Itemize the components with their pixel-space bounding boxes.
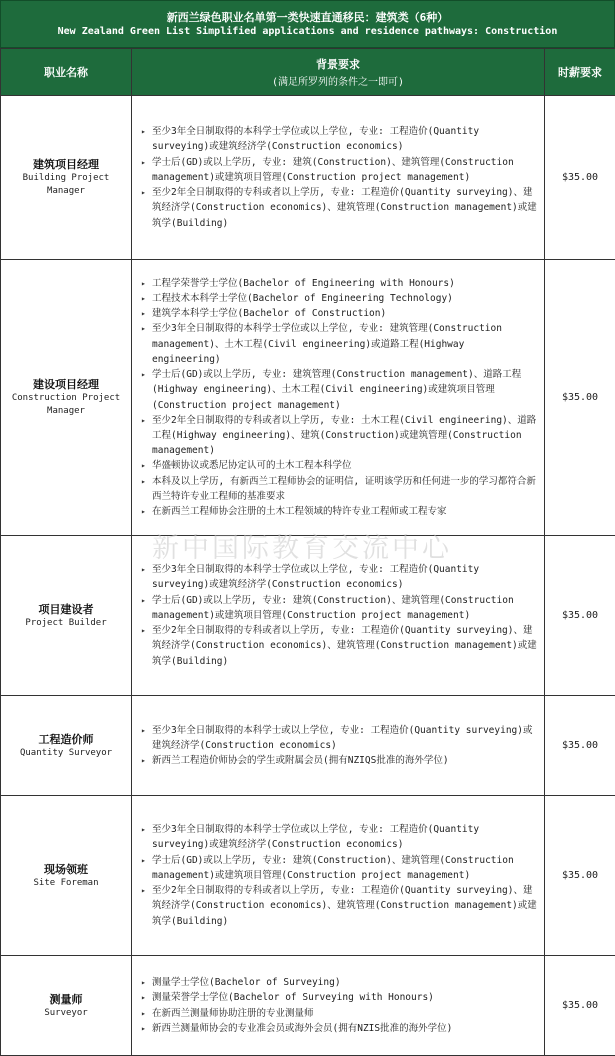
salary-cell: $35.00 (545, 536, 615, 696)
requirement-item: ▸ 学士后(GD)或以上学历, 专业: 建筑(Construction)、建筑管理(Construction management)或建筑项目管理(Construction project management) (152, 593, 538, 623)
occupation-name-zh: 测量师 (49, 992, 83, 1006)
requirement-list (152, 822, 538, 928)
requirement-item: ▸ 在新西兰测量师协助注册的专业测量师 (152, 1006, 538, 1021)
title-english: New Zealand Green List Simplified applications and residence pathways: Construction (57, 25, 558, 37)
requirement-item: ▸ 工程学荣誉学士学位(Bachelor of Engineering with Honours) (152, 276, 538, 291)
requirement-item: ▸ 工程技术本科学士学位(Bachelor of Engineering Technology) (152, 291, 538, 306)
requirement-item: ▸ 新西兰测量师协会的专业准会员或海外会员(拥有NZIS批准的海外学位) (152, 1021, 538, 1036)
occupation-name-zh: 建筑项目经理 (33, 158, 99, 171)
requirement-cell (132, 696, 545, 796)
green-list-table (0, 48, 615, 1056)
requirement-item: ▸ 至少2年全日制取得的专科或者以上学历, 专业: 土木工程(Civil engineering)、道路工程(Highway engineering)、建筑(Construction)或建筑管理(Construction management) (152, 413, 538, 459)
occupation-cell (1, 796, 132, 956)
requirement-cell (132, 956, 545, 1056)
requirement-list (152, 124, 538, 230)
requirement-item: ▸ 至少2年全日制取得的专科或者以上学历, 专业: 工程造价(Quantity surveying)、建筑经济学(Construction economics)、建筑管理(Construction management)或建筑学(Building) (152, 883, 538, 929)
requirement-cell (132, 536, 545, 696)
table-header-row (1, 49, 615, 96)
watermark-text: 新中国际教育交流中心 (152, 533, 452, 564)
occupation-cell (1, 536, 132, 696)
salary-cell: $35.00 (545, 96, 615, 260)
occupation-name-en: Project Builder (25, 617, 107, 628)
salary-cell: $35.00 (545, 796, 615, 956)
occupation-name-en: Surveyor (44, 1007, 88, 1018)
occupation-cell (1, 956, 132, 1056)
requirement-cell (132, 796, 545, 956)
requirement-item: ▸ 至少2年全日制取得的专科或者以上学历, 专业: 工程造价(Quantity surveying)、建筑经济学(Construction economics)、建筑管理(Construction management)或建筑学(Building) (152, 623, 538, 669)
occupation-name-zh: 现场领班 (44, 862, 88, 876)
requirement-item: ▸ 至少2年全日制取得的专科或者以上学历, 专业: 工程造价(Quantity surveying)、建筑经济学(Construction economics)、建筑管理(Construction management)或建筑学(Building) (152, 185, 538, 231)
table-row (1, 696, 615, 796)
requirement-item: ▸ 学士后(GD)或以上学历, 专业: 建筑(Construction)、建筑管理(Construction management)或建筑项目管理(Construction project management) (152, 853, 538, 883)
requirement-item: ▸ 至少3年全日制取得的本科学士或以上学位, 专业: 工程造价(Quantity surveying)或建筑经济学(Construction economics) (152, 723, 538, 753)
requirement-cell (132, 260, 545, 536)
table-row (1, 956, 615, 1056)
requirement-list (152, 276, 538, 519)
requirement-item: ▸ 学士后(GD)或以上学历, 专业: 建筑(Construction)、建筑管理(Construction management)或建筑项目管理(Construction project management) (152, 155, 538, 185)
occupation-cell (1, 260, 132, 536)
requirement-list (152, 562, 538, 668)
requirement-cell (132, 96, 545, 260)
requirement-item: ▸ 测量学士学位(Bachelor of Surveying) (152, 975, 538, 990)
column-header-occupation: 职业名称 (1, 49, 132, 96)
requirement-item: ▸ 至少3年全日制取得的本科学士学位或以上学位, 专业: 建筑管理(Construction management)、土木工程(Civil engineering)或道路工程(Highway engineering) (152, 321, 538, 367)
requirement-item: ▸ 至少3年全日制取得的本科学士学位或以上学位, 专业: 工程造价(Quantity surveying)或建筑经济学(Construction economics) (152, 562, 538, 592)
salary-cell: $35.00 (545, 956, 615, 1056)
requirement-list (152, 975, 538, 1036)
table-row (1, 260, 615, 536)
requirement-item: ▸ 本科及以上学历, 有新西兰工程师协会的证明信, 证明该学历和任何进一步的学习都符合新西兰特许专业工程师的基准要求 (152, 474, 538, 504)
occupation-name-en: Quantity Surveyor (19, 747, 113, 758)
salary-cell: $35.00 (545, 260, 615, 536)
requirement-item: ▸ 华盛顿协议或悉尼协定认可的土木工程本科学位 (152, 458, 538, 473)
title-banner (0, 0, 615, 48)
occupation-name-en: Building Project Manager (22, 173, 110, 196)
requirement-item: ▸ 测量荣誉学士学位(Bachelor of Surveying with Honours) (152, 990, 538, 1005)
column-header-requirement (132, 49, 545, 96)
title-chinese: 新西兰绿色职业名单第一类快速直通移民：建筑类（6种） (166, 10, 449, 24)
requirement-item: ▸ 新西兰工程造价师协会的学生或附属会员(拥有NZIQS批准的海外学位) (152, 753, 538, 768)
occupation-cell (1, 96, 132, 260)
table-row (1, 796, 615, 956)
occupation-name-en: Construction Project Manager (11, 393, 121, 416)
occupation-name-zh: 项目建设者 (38, 602, 94, 616)
occupation-name-zh: 工程造价师 (38, 732, 94, 746)
requirement-item: ▸ 至少3年全日制取得的本科学士学位或以上学位, 专业: 工程造价(Quantity surveying)或建筑经济学(Construction economics) (152, 124, 538, 154)
requirement-item: ▸ 建筑学本科学士学位(Bachelor of Construction) (152, 306, 538, 321)
requirement-item: ▸ 在新西兰工程师协会注册的土木工程领域的特许专业工程师或工程专家 (152, 504, 538, 519)
requirement-header-note: (满足所罗列的条件之一即可) (271, 77, 405, 88)
requirement-item: ▸ 至少3年全日制取得的本科学士学位或以上学位, 专业: 工程造价(Quantity surveying)或建筑经济学(Construction economics) (152, 822, 538, 852)
occupation-name-en: Site Foreman (33, 877, 99, 888)
requirement-list (152, 723, 538, 769)
occupation-cell (1, 696, 132, 796)
salary-cell: $35.00 (545, 696, 615, 796)
table-row (1, 96, 615, 260)
occupation-name-zh: 建设项目经理 (33, 378, 99, 391)
table-row (1, 536, 615, 696)
column-header-salary: 时薪要求 (545, 49, 615, 96)
requirement-item: ▸ 学士后(GD)或以上学历, 专业: 建筑管理(Construction management)、道路工程(Highway engineering)、土木工程(Civil engineering)或建筑项目管理(Construction project management) (152, 367, 538, 413)
requirement-header-label: 背景要求 (316, 58, 360, 71)
